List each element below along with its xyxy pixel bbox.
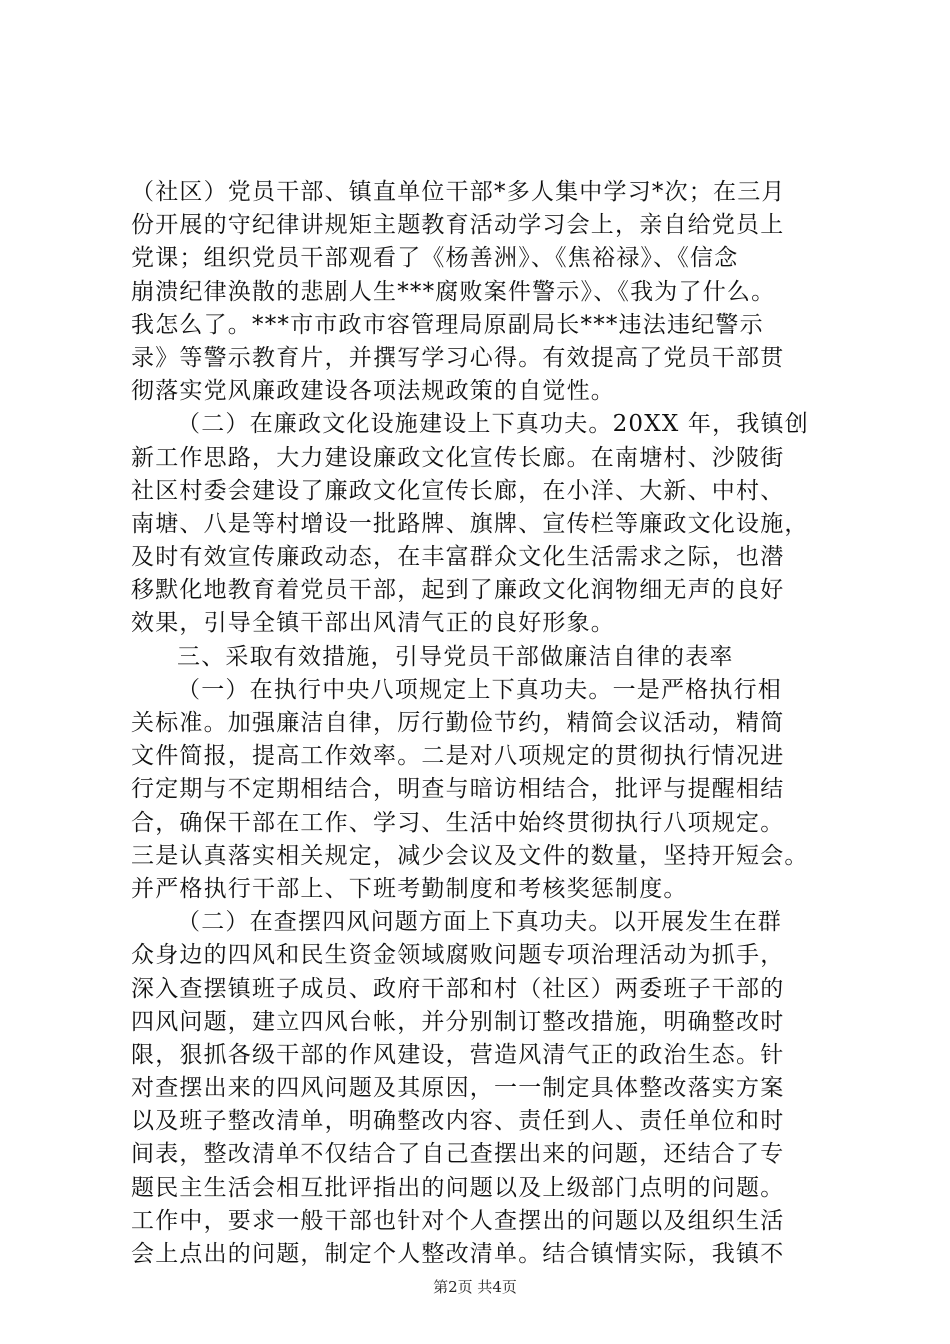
text-line: 间表，整改清单不仅结合了自己查摆出来的问题，还结合了专 [131,1141,785,1168]
text-line: 录》等警示教育片，并撰写学习心得。有效提高了党员干部贯 [131,344,785,371]
text-line: （二）在廉政文化设施建设上下真功夫。20XX 年，我镇创 [177,411,809,438]
text-line: 并严格执行干部上、下班考勤制度和考核奖惩制度。 [131,875,688,902]
text-line: 三是认真落实相关规定，减少会议及文件的数量，坚持开短会。 [131,842,809,869]
text-line: 社区村委会建设了廉政文化宣传长廊，在小洋、大新、中村、 [131,477,785,504]
text-line: 四风问题，建立四风台帐，并分别制订整改措施，明确整改时 [131,1008,785,1035]
text-line: 三、采取有效措施，引导党员干部做廉洁自律的表率 [177,643,734,670]
text-line: 效果，引导全镇干部出风清气正的良好形象。 [131,610,615,637]
text-line: 彻落实党风廉政建设各项法规政策的自觉性。 [131,378,615,405]
text-line: 题民主生活会相互批评指出的问题以及上级部门点明的问题。 [131,1174,785,1201]
text-line: 崩溃纪律涣散的悲剧人生***腐败案件警示》、《我为了什么。 [131,278,776,305]
text-line: （一）在执行中央八项规定上下真功夫。一是严格执行相 [177,676,782,703]
text-line: 众身边的四风和民生资金领域腐败问题专项治理活动为抓手， [131,942,785,969]
text-line: 对查摆出来的四风问题及其原因，一一制定具体整改落实方案 [131,1075,785,1102]
page-footer: 第2页 共4页 [433,1278,517,1296]
text-line: 党课；组织党员干部观看了《杨善洲》、《焦裕禄》、《信念 [131,245,739,272]
text-line: 会上点出的问题，制定个人整改清单。结合镇情实际，我镇不 [131,1241,785,1267]
document-body [131,176,831,1271]
text-line: 关标准。加强廉洁自律，厉行勤俭节约，精简会议活动，精简 [131,710,785,736]
text-line: （社区）党员干部、镇直单位干部*多人集中学习*次；在三月 [131,179,786,205]
text-line: 新工作思路，大力建设廉政文化宣传长廊。在南塘村、沙陂街 [131,444,785,471]
text-line: 移默化地教育着党员干部，起到了廉政文化润物细无声的良好 [131,577,785,604]
text-line: 行定期与不定期相结合，明查与暗访相结合，批评与提醒相结 [131,776,785,803]
text-line: 限，狠抓各级干部的作风建设，营造风清气正的政治生态。针 [131,1041,785,1068]
text-line: 份开展的守纪律讲规矩主题教育活动学习会上，亲自给党员上 [131,212,785,239]
text-line: 南塘、八是等村增设一批路牌、旗牌、宣传栏等廉政文化设施， [131,510,809,537]
text-line: 我怎么了。***市市政市容管理局原副局长***违法违纪警示 [131,311,764,338]
text-line: 文件简报，提高工作效率。二是对八项规定的贯彻执行情况进 [131,743,785,770]
text-line: 工作中，要求一般干部也针对个人查摆出的问题以及组织生活 [131,1207,785,1234]
text-line: 合，确保干部在工作、学习、生活中始终贯彻执行八项规定。 [131,809,785,836]
text-line: 以及班子整改清单，明确整改内容、责任到人、责任单位和时 [131,1108,785,1135]
text-line: （二）在查摆四风问题方面上下真功夫。以开展发生在群 [177,909,782,936]
text-line: 深入查摆镇班子成员、政府干部和村（社区）两委班子干部的 [131,975,785,1002]
text-line: 及时有效宣传廉政动态，在丰富群众文化生活需求之际，也潜 [131,544,785,571]
